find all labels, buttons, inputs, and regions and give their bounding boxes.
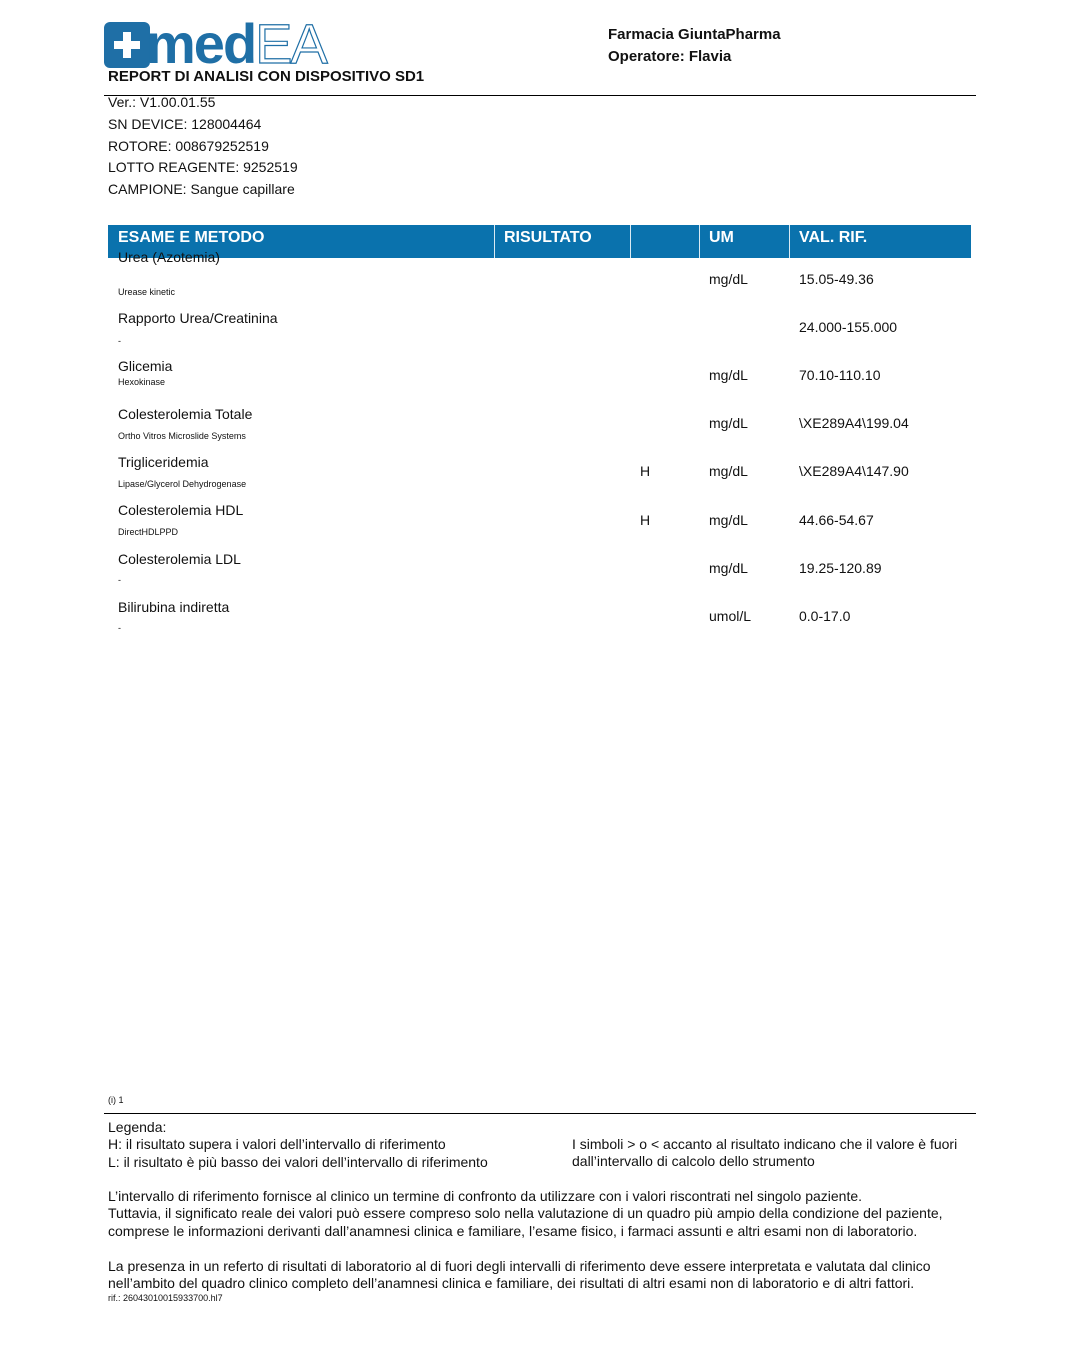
unit-of-measure: mg/dL — [709, 415, 748, 431]
legend-h: H: il risultato supera i valori dell’intervallo di riferimento — [108, 1136, 446, 1153]
version-label: Ver.: V1.00.01.55 — [108, 94, 216, 110]
reference-range: 19.25-120.89 — [799, 560, 882, 576]
exam-method: - — [118, 336, 121, 346]
logo-wordmark: medEA — [146, 12, 326, 75]
exam-method: DirectHDLPPD — [118, 527, 179, 537]
footer-divider — [104, 1113, 976, 1114]
note-line: Tuttavia, il significato reale dei valori può essere compreso solo nella valutazione di un quadro più ampio della condizione del paziente, — [108, 1205, 943, 1222]
table-row — [108, 599, 971, 647]
exam-method: Urease kinetic — [118, 287, 176, 297]
reference-range: \XE289A4\147.90 — [799, 463, 909, 479]
device-info — [108, 92, 298, 201]
exam-name: Glicemia — [118, 358, 173, 374]
result-flag: H — [640, 512, 651, 528]
exam-name: Trigliceridemia — [118, 454, 209, 470]
exam-name: Bilirubina indiretta — [118, 599, 230, 615]
rotor-label: ROTORE: 008679252519 — [108, 137, 269, 154]
reference-range: 70.10-110.10 — [799, 367, 881, 383]
exam-method: Ortho Vitros Microslide Systems — [118, 431, 246, 441]
note-line: nell’ambito del quadro clinico completo dell’anamnesi clinica e familiare, dei risultati di altri esami non di laboratorio e di altri fattori. — [108, 1275, 915, 1292]
result-flag: H — [640, 463, 651, 479]
exam-name: Colesterolemia Totale — [118, 406, 253, 422]
unit-of-measure: mg/dL — [709, 463, 748, 479]
column-header-um: UM — [709, 229, 734, 246]
exam-method: Lipase/Glycerol Dehydrogenase — [118, 479, 247, 489]
legend — [108, 1119, 488, 1171]
out-of-range-note — [108, 1258, 978, 1293]
reference-interval-note — [108, 1188, 978, 1240]
exam-name: Colesterolemia LDL — [118, 551, 241, 567]
exam-name: Urea (Azotemia) — [118, 249, 220, 265]
pharmacy-name: Farmacia GiuntaPharma — [608, 26, 781, 43]
medical-cross-icon — [104, 22, 150, 68]
legend-symbols — [572, 1136, 957, 1171]
note-line: La presenza in un referto di risultati di laboratorio al di fuori degli intervalli di riferimento deve essere interpretata e valutata dal clinico — [108, 1258, 931, 1274]
reference-range: 0.0-17.0 — [799, 608, 851, 624]
sn-device-label: SN DEVICE: 128004464 — [108, 115, 262, 132]
note-line: comprese le informazioni derivanti dall’anamnesi clinica e familiare, l’esame fisico, i farmaci assunti e altri esami non di laboratorio. — [108, 1222, 918, 1239]
unit-of-measure: mg/dL — [709, 512, 748, 528]
exam-method: - — [118, 623, 121, 633]
reference-code: rif.: 26043010015933700.hl7 — [108, 1293, 223, 1303]
reagent-lot-label: LOTTO REAGENTE: 9252519 — [108, 159, 298, 176]
legend-l: L: il risultato è più basso dei valori dell’intervallo di riferimento — [108, 1153, 488, 1170]
pharmacy-block — [608, 24, 781, 68]
column-header-result: RISULTATO — [504, 229, 592, 246]
table-row — [108, 358, 971, 406]
exam-method: Hexokinase — [118, 377, 166, 387]
footnote: (i) 1 — [108, 1095, 124, 1105]
table-row — [108, 454, 971, 502]
legend-symbols-line2: dall’intervallo di calcolo dello strumento — [572, 1153, 815, 1170]
operator-name: Operatore: Flavia — [608, 48, 732, 65]
unit-of-measure: mg/dL — [709, 560, 748, 576]
report-title: REPORT DI ANALISI CON DISPOSITIVO SD1 — [108, 68, 425, 85]
exam-name: Colesterolemia HDL — [118, 502, 244, 518]
reference-range: 15.05-49.36 — [799, 271, 874, 287]
legend-title: Legenda: — [108, 1119, 167, 1135]
legend-symbols-line1: I simboli > o < accanto al risultato indicano che il valore è fuori — [572, 1136, 958, 1152]
table-row — [108, 310, 971, 358]
table-row — [108, 502, 971, 550]
table-row — [108, 551, 971, 599]
reference-range: 44.66-54.67 — [799, 512, 874, 528]
column-header-exam: ESAME E METODO — [118, 229, 265, 246]
table-row — [108, 250, 971, 298]
note-line: L’intervallo di riferimento fornisce al clinico un termine di confronto da utilizzare con i valori riscontrati nel singolo paziente. — [108, 1188, 863, 1204]
sample-label: CAMPIONE: Sangue capillare — [108, 181, 295, 198]
unit-of-measure: mg/dL — [709, 271, 748, 287]
unit-of-measure: umol/L — [709, 608, 752, 624]
reference-range: \XE289A4\199.04 — [799, 415, 909, 431]
table-row — [108, 406, 971, 454]
column-header-ref: VAL. RIF. — [799, 229, 868, 246]
reference-range: 24.000-155.000 — [799, 319, 898, 335]
unit-of-measure: mg/dL — [709, 367, 748, 383]
exam-name: Rapporto Urea/Creatinina — [118, 310, 278, 326]
exam-method: - — [118, 575, 121, 585]
medea-logo — [104, 12, 334, 75]
